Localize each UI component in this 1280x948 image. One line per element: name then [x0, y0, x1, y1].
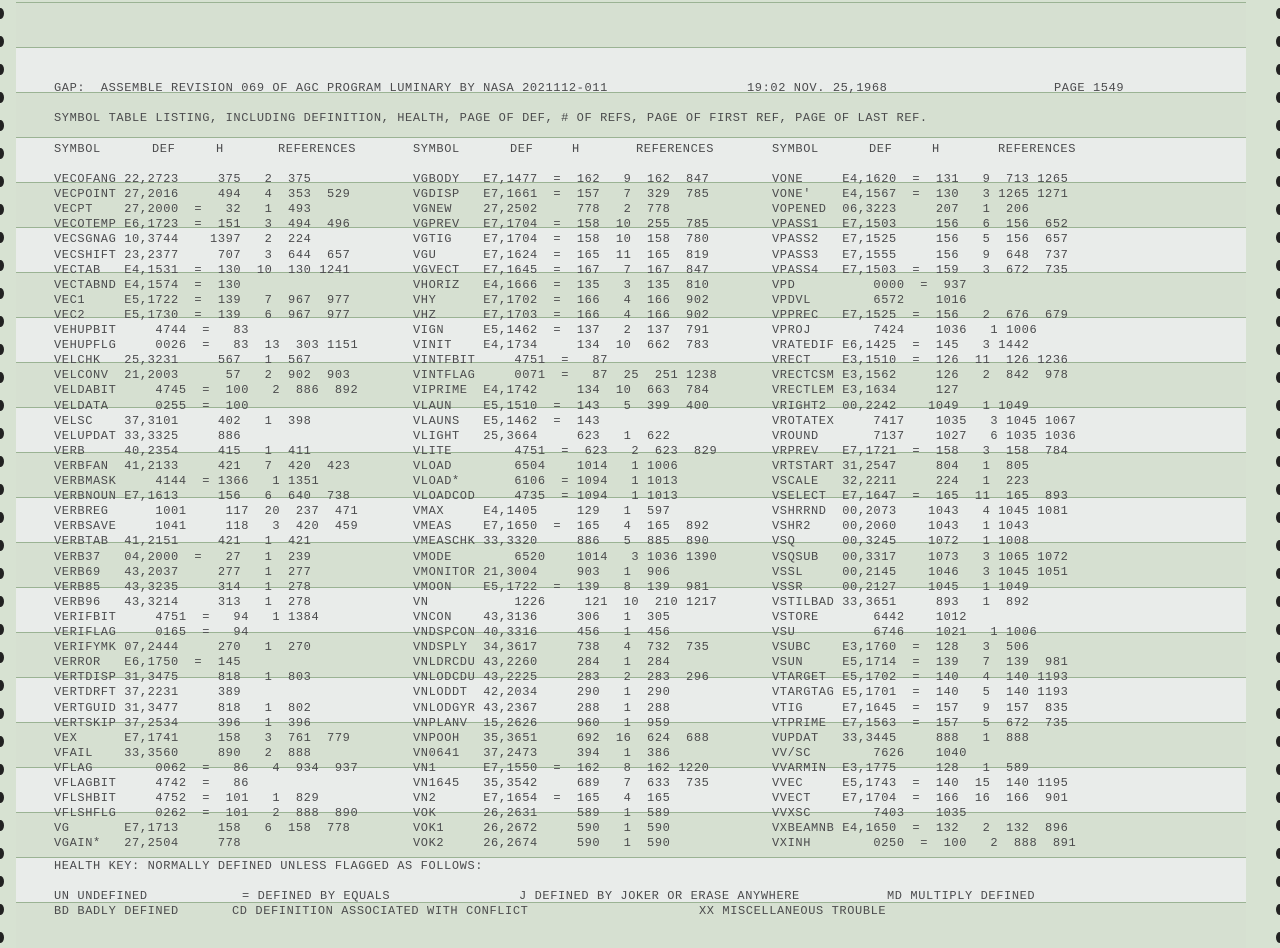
col-header-symbol-3: SYMBOL — [772, 142, 819, 156]
table-row-cell: VPPREC E7,1525 = 156 2 676 679 — [772, 307, 1069, 322]
listing-subtitle: SYMBOL TABLE LISTING, INCLUDING DEFINITION, HEALTH, PAGE OF DEF, # OF REFS, PAGE OF FIRST REF, PAGE OF LAST REF. — [54, 111, 928, 125]
table-row-cell: VEC2 E5,1730 = 139 6 967 977 — [54, 307, 351, 322]
table-row-cell: VERBSAVE 1041 118 3 420 459 — [54, 519, 359, 534]
table-row-cell: VN1 E7,1550 = 162 8 162 1220 — [413, 760, 710, 775]
table-row-cell: VSSR 00,2127 1045 1 1049 — [772, 579, 1030, 594]
table-row-cell: VRTSTART 31,2547 804 1 805 — [772, 458, 1030, 473]
table-row-cell: VTARGTAG E5,1701 = 140 5 140 1193 — [772, 685, 1069, 700]
table-row-cell: VSU 6746 1021 1 1006 — [772, 625, 1038, 639]
table-row-cell: VECSHIFT 23,2377 707 3 644 657 — [54, 247, 351, 262]
table-row-cell: VGPREV E7,1704 = 158 10 255 785 — [413, 217, 710, 232]
table-row-cell: VERBNOUN E7,1613 156 6 640 738 — [54, 489, 351, 504]
col-header-symbol-1: SYMBOL — [54, 142, 101, 156]
table-row-cell: VPASS2 E7,1525 156 5 156 657 — [772, 232, 1069, 247]
table-row-cell: VUPDAT 33,3445 888 1 888 — [772, 730, 1030, 745]
table-row-cell: VNDSPLY 34,3617 738 4 732 735 — [413, 640, 710, 655]
table-row-cell: VPD 0000 = 937 — [772, 277, 968, 292]
table-row-cell: VSUN E5,1714 = 139 7 139 981 — [772, 655, 1069, 670]
table-row-cell: VSELECT E7,1647 = 165 11 165 893 — [772, 489, 1069, 504]
table-row-cell: VSQSUB 00,3317 1073 3 1065 1072 — [772, 549, 1069, 564]
table-row-cell: VOK2 26,2674 590 1 590 — [413, 836, 671, 851]
table-row-cell: VELUPDAT 33,3325 886 — [54, 428, 242, 443]
table-row-cell: VMEAS E7,1650 = 165 4 165 892 — [413, 519, 710, 534]
table-row-cell: VROUND 7137 1027 6 1035 1036 — [772, 428, 1077, 443]
table-row-cell: VMOON E5,1722 = 139 8 139 981 — [413, 579, 710, 594]
table-row-cell: VSHR2 00,2060 1043 1 1043 — [772, 519, 1030, 534]
table-row-cell: VELDABIT 4745 = 100 2 886 892 — [54, 383, 359, 398]
table-row-cell: VVARMIN E3,1775 128 1 589 — [772, 760, 1030, 775]
header-page-number: PAGE 1549 — [1054, 81, 1125, 95]
table-row-cell: VIGN E5,1462 = 137 2 137 791 — [413, 323, 710, 337]
table-row-cell: VECOFANG 22,2723 375 2 375 — [54, 172, 312, 186]
table-row-cell: VVXSC 7403 1035 — [772, 806, 968, 821]
table-row-cell: VGTIG E7,1704 = 158 10 158 780 — [413, 232, 710, 247]
col-header-def-3: DEF — [869, 142, 893, 156]
health-key-equals: = DEFINED BY EQUALS — [242, 889, 391, 903]
table-row-cell: VRECTCSM E3,1562 126 2 842 978 — [772, 368, 1069, 383]
table-row-cell: VV/SC 7626 1040 — [772, 745, 968, 760]
table-row-cell: VLAUN E5,1510 = 143 5 399 400 — [413, 398, 710, 413]
table-row-cell: VECPT 27,2000 = 32 1 493 — [54, 202, 312, 217]
table-row-cell: VFAIL 33,3560 890 2 888 — [54, 745, 312, 760]
health-key-conflict: CD DEFINITION ASSOCIATED WITH CONFLICT — [232, 904, 529, 918]
col-header-symbol-2: SYMBOL — [413, 142, 460, 156]
table-row-cell: VNLDRCDU 43,2260 284 1 284 — [413, 655, 671, 670]
table-row-cell: VERBREG 1001 117 20 237 471 — [54, 504, 359, 519]
table-row-cell: VSQ 00,3245 1072 1 1008 — [772, 534, 1030, 549]
table-row-cell: VN0641 37,2473 394 1 386 — [413, 745, 671, 760]
table-row-cell: VLOAD 6504 1014 1 1006 — [413, 458, 679, 473]
table-row-cell: VPASS1 E7,1503 156 6 156 652 — [772, 217, 1069, 232]
table-row-cell: VERIFBIT 4751 = 94 1 1384 — [54, 609, 320, 624]
table-row-cell: VONE' E4,1567 = 130 3 1265 1271 — [772, 187, 1069, 202]
table-row-cell: VN2 E7,1654 = 165 4 165 — [413, 791, 671, 806]
table-row-cell: VOPENED 06,3223 207 1 206 — [772, 202, 1030, 217]
table-row-cell: VPASS3 E7,1555 156 9 648 737 — [772, 247, 1069, 262]
table-row-cell: VRATEDIF E6,1425 = 145 3 1442 — [772, 338, 1030, 353]
col-header-health-3: H — [932, 142, 940, 156]
table-row-cell: VEHUPBIT 4744 = 83 — [54, 323, 250, 337]
table-row-cell: VNPOOH 35,3651 692 16 624 688 — [413, 730, 710, 745]
table-row-cell: VERIFLAG 0165 = 94 — [54, 625, 250, 639]
table-row-cell: VMONITOR 21,3004 903 1 906 — [413, 564, 671, 579]
table-row-cell: VTARGET E5,1702 = 140 4 140 1193 — [772, 670, 1069, 685]
table-row-cell: VEHUPFLG 0026 = 83 13 303 1151 — [54, 338, 359, 353]
health-key-misc: XX MISCELLANEOUS TROUBLE — [699, 904, 887, 918]
table-row-cell: VERBTAB 41,2151 421 1 421 — [54, 534, 312, 549]
header-time: 19:02 NOV. 25,1968 — [747, 81, 888, 95]
table-row-cell: VLAUNS E5,1462 = 143 — [413, 413, 601, 428]
table-row-cell: VGVECT E7,1645 = 167 7 167 847 — [413, 262, 710, 277]
table-row-cell: VGAIN* 27,2504 778 — [54, 836, 242, 851]
table-row-cell: VMAX E4,1405 129 1 597 — [413, 504, 671, 519]
table-row-cell: VNPLANV 15,2626 960 1 959 — [413, 715, 671, 730]
table-row-cell: VN1645 35,3542 689 7 633 735 — [413, 776, 710, 790]
col-header-health-1: H — [216, 142, 224, 156]
header-title: GAP: ASSEMBLE REVISION 069 OF AGC PROGRAM LUMINARY BY NASA 2021112-011 — [54, 81, 608, 95]
table-row-cell: VXBEAMNB E4,1650 = 132 2 132 896 — [772, 821, 1069, 836]
table-row-cell: VTIG E7,1645 = 157 9 157 835 — [772, 700, 1069, 715]
table-row-cell: VERTDRFT 37,2231 389 — [54, 685, 242, 700]
col-header-def-1: DEF — [152, 142, 176, 156]
table-row-cell: VSHRRND 00,2073 1043 4 1045 1081 — [772, 504, 1069, 519]
table-row-cell: VLOADCOD 4735 = 1094 1 1013 — [413, 489, 679, 504]
table-row-cell: VFLSHBIT 4752 = 101 1 829 — [54, 791, 320, 806]
health-key-badly: BD BADLY DEFINED — [54, 904, 179, 918]
table-row-cell: VNLODCDU 43,2225 283 2 283 296 — [413, 670, 710, 685]
table-row-cell: VRIGHT2 00,2242 1049 1 1049 — [772, 398, 1030, 413]
table-row-cell: VERB85 43,3235 314 1 278 — [54, 579, 312, 594]
table-row-cell: VFLAGBIT 4742 = 86 — [54, 776, 250, 790]
table-row-cell: VRECTLEM E3,1634 127 — [772, 383, 960, 398]
table-row-cell: VELDATA 0255 = 100 — [54, 398, 250, 413]
table-row-cell: VGBODY E7,1477 = 162 9 162 847 — [413, 172, 710, 186]
table-row-cell: VG E7,1713 158 6 158 778 — [54, 821, 351, 836]
table-row-cell: VN 1226 121 10 210 1217 — [413, 594, 718, 609]
table-row-cell: VERTSKIP 37,2534 396 1 396 — [54, 715, 312, 730]
table-row-cell: VHORIZ E4,1666 = 135 3 135 810 — [413, 277, 710, 292]
table-row-cell: VERB 40,2354 415 1 411 — [54, 443, 312, 458]
col-header-references-1: REFERENCES — [278, 142, 357, 156]
table-row-cell: VFLSHFLG 0262 = 101 2 888 890 — [54, 806, 359, 821]
table-row-cell: VERIFYMK 07,2444 270 1 270 — [54, 640, 312, 655]
table-row-cell: VECPOINT 27,2016 494 4 353 529 — [54, 187, 351, 202]
table-row-cell: VNDSPCON 40,3316 456 1 456 — [413, 625, 671, 639]
table-row-cell: VRECT E3,1510 = 126 11 126 1236 — [772, 353, 1069, 368]
table-row-cell: VINTFBIT 4751 = 87 — [413, 353, 609, 368]
table-row-cell: VERBMASK 4144 = 1366 1 1351 — [54, 474, 320, 488]
health-key-title: HEALTH KEY: NORMALLY DEFINED UNLESS FLAGGED AS FOLLOWS: — [54, 859, 484, 873]
table-row-cell: VGDISP E7,1661 = 157 7 329 785 — [413, 187, 710, 202]
table-row-cell: VRPREV E7,1721 = 158 3 158 784 — [772, 443, 1069, 458]
table-row-cell: VEC1 E5,1722 = 139 7 967 977 — [54, 292, 351, 307]
health-key-undefined: UN UNDEFINED — [54, 889, 148, 903]
table-row-cell: VERTGUID 31,3477 818 1 802 — [54, 700, 312, 715]
table-row-cell: VINIT E4,1734 134 10 662 783 — [413, 338, 710, 353]
table-row-cell: VECTAB E4,1531 = 130 10 130 1241 — [54, 262, 351, 277]
table-row-cell: VSUBC E3,1760 = 128 3 506 — [772, 640, 1030, 655]
col-header-def-2: DEF — [510, 142, 534, 156]
table-row-cell: VIPRIME E4,1742 134 10 663 784 — [413, 383, 710, 398]
table-row-cell: VHY E7,1702 = 166 4 166 902 — [413, 292, 710, 307]
table-row-cell: VNCON 43,3136 306 1 305 — [413, 609, 671, 624]
table-row-cell: VSSL 00,2145 1046 3 1045 1051 — [772, 564, 1069, 579]
table-row-cell: VELCONV 21,2003 57 2 902 903 — [54, 368, 351, 383]
table-row-cell: VELCHK 25,3231 567 1 567 — [54, 353, 312, 368]
table-row-cell: VOK 26,2631 589 1 589 — [413, 806, 671, 821]
table-row-cell: VSTORE 6442 1012 — [772, 609, 968, 624]
table-row-cell: VERB37 04,2000 = 27 1 239 — [54, 549, 312, 564]
table-row-cell: VXINH 0250 = 100 2 888 891 — [772, 836, 1077, 851]
table-row-cell: VVECT E7,1704 = 166 16 166 901 — [772, 791, 1069, 806]
table-row-cell: VNLODGYR 43,2367 288 1 288 — [413, 700, 671, 715]
table-row-cell: VSTILBAD 33,3651 893 1 892 — [772, 594, 1030, 609]
table-row-cell: VLITE 4751 = 623 2 623 829 — [413, 443, 718, 458]
table-row-cell: VELSC 37,3101 402 1 398 — [54, 413, 312, 428]
col-header-references-2: REFERENCES — [636, 142, 715, 156]
table-row-cell: VERTDISP 31,3475 818 1 803 — [54, 670, 312, 685]
health-key-joker: J DEFINED BY JOKER OR ERASE ANYWHERE — [519, 889, 800, 903]
table-row-cell: VROTATEX 7417 1035 3 1045 1067 — [772, 413, 1077, 428]
table-row-cell: VERB69 43,2037 277 1 277 — [54, 564, 312, 579]
col-header-references-3: REFERENCES — [998, 142, 1077, 156]
table-row-cell: VLOAD* 6106 = 1094 1 1013 — [413, 474, 679, 488]
table-row-cell: VPASS4 E7,1503 = 159 3 672 735 — [772, 262, 1069, 277]
table-row-cell: VTPRIME E7,1563 = 157 5 672 735 — [772, 715, 1069, 730]
table-row-cell: VECSGNAG 10,3744 1397 2 224 — [54, 232, 312, 247]
table-row-cell: VPDVL 6572 1016 — [772, 292, 968, 307]
table-row-cell: VERROR E6,1750 = 145 — [54, 655, 242, 670]
table-row-cell: VERB96 43,3214 313 1 278 — [54, 594, 312, 609]
table-row-cell: VGNEW 27,2502 778 2 778 — [413, 202, 671, 217]
table-row-cell: VMEASCHK 33,3320 886 5 885 890 — [413, 534, 710, 549]
table-row-cell: VMODE 6520 1014 3 1036 1390 — [413, 549, 718, 564]
table-row-cell: VONE E4,1620 = 131 9 713 1265 — [772, 172, 1069, 186]
col-header-health-2: H — [572, 142, 580, 156]
table-row-cell: VOK1 26,2672 590 1 590 — [413, 821, 671, 836]
table-row-cell: VSCALE 32,2211 224 1 223 — [772, 474, 1030, 488]
table-row-cell: VFLAG 0062 = 86 4 934 937 — [54, 760, 359, 775]
health-key-multiply: MD MULTIPLY DEFINED — [887, 889, 1036, 903]
table-row-cell: VECTABND E4,1574 = 130 — [54, 277, 242, 292]
table-row-cell: VERBFAN 41,2133 421 7 420 423 — [54, 458, 351, 473]
table-row-cell: VECOTEMP E6,1723 = 151 3 494 496 — [54, 217, 351, 232]
table-row-cell: VVEC E5,1743 = 140 15 140 1195 — [772, 776, 1069, 790]
table-row-cell: VNLODDT 42,2034 290 1 290 — [413, 685, 671, 700]
table-row-cell: VPROJ 7424 1036 1 1006 — [772, 323, 1038, 337]
table-row-cell: VHZ E7,1703 = 166 4 166 902 — [413, 307, 710, 322]
table-row-cell: VEX E7,1741 158 3 761 779 — [54, 730, 351, 745]
table-row-cell: VINTFLAG 0071 = 87 25 251 1238 — [413, 368, 718, 383]
table-row-cell: VLIGHT 25,3664 623 1 622 — [413, 428, 671, 443]
table-row-cell: VGU E7,1624 = 165 11 165 819 — [413, 247, 710, 262]
